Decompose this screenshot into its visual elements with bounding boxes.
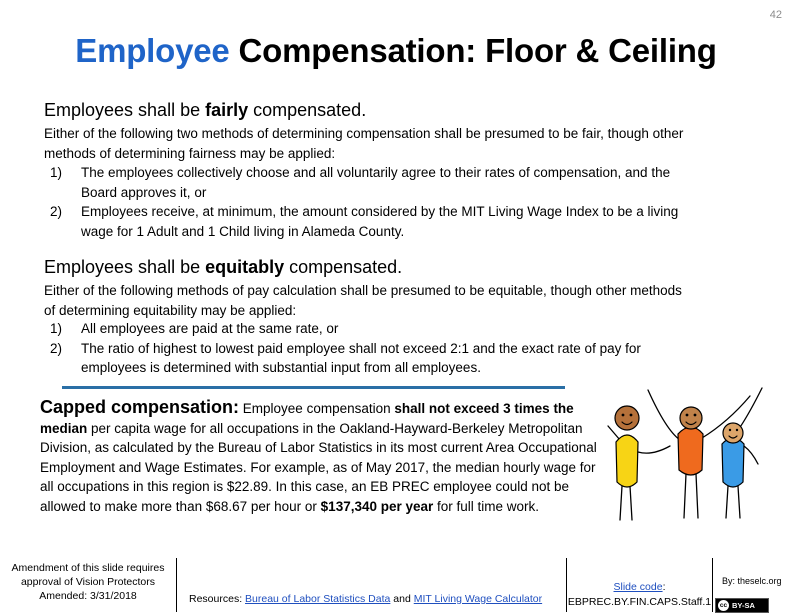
capped-bold-text: $137,340 per year <box>320 498 434 514</box>
person-right-head <box>723 423 743 443</box>
equitable-method-item <box>50 319 750 339</box>
person-left-body <box>616 435 638 487</box>
fair-method-list <box>50 163 750 241</box>
slide-code: EBPREC.BY.FIN.CAPS.Staff.1 <box>567 596 712 608</box>
resources-and: and <box>390 593 414 605</box>
list-item-line: The employees collectively choose and all voluntarily agree to their rates of compensation, and the <box>81 165 671 180</box>
fair-method-item <box>50 163 750 202</box>
capped-title: Capped compensation: <box>40 397 240 417</box>
slide-footer <box>0 554 792 612</box>
slide-code-block <box>567 580 712 610</box>
equitable-intro-line: of determining equitability may be applied: <box>44 302 297 318</box>
mit-living-wage-link[interactable]: MIT Living Wage Calculator <box>413 593 543 605</box>
resources-label: Resources: <box>189 593 246 605</box>
amendment-date: Amended: 3/31/2018 <box>39 590 137 602</box>
fair-intro-line: methods of determining fairness may be applied: <box>44 145 336 161</box>
equitable-intro <box>44 281 764 320</box>
equitable-heading <box>44 257 402 278</box>
amendment-line: approval of Vision Protectors <box>20 576 156 588</box>
list-item-line: The ratio of highest to lowest paid employee shall not exceed 2:1 and the exact rate of pay for <box>81 340 641 356</box>
list-item-line: Employees receive, at minimum, the amount considered by the MIT Living Wage Index to be a living <box>81 204 679 219</box>
section-divider <box>62 386 565 389</box>
person-leg <box>684 474 686 518</box>
equitable-heading-bold: equitably <box>205 257 285 277</box>
title-accent: Employee <box>75 32 230 69</box>
equitable-intro-line: Either of the following methods of pay calculation shall be presumed to be equitable, though other methods <box>44 283 682 298</box>
people-illustration <box>600 382 790 522</box>
list-item-line: employees is determined with substantial input from all employees. <box>81 360 481 375</box>
fair-method-item <box>50 202 750 241</box>
slide-title <box>0 32 792 70</box>
list-number: 2) <box>50 340 63 356</box>
capped-compensation-paragraph <box>40 398 600 517</box>
fair-intro <box>44 124 764 163</box>
equitable-method-item <box>50 339 750 378</box>
list-item-line: wage for 1 Adult and 1 Child living in Alameda County. <box>81 223 405 239</box>
person-left-head <box>615 406 639 430</box>
person-center-arm <box>648 390 680 440</box>
fair-heading-bold: fairly <box>205 100 249 120</box>
slide-number: 42 <box>769 9 782 21</box>
person-leg <box>630 486 632 520</box>
author-credit: By: theselc.org <box>722 576 782 586</box>
person-center-head <box>680 407 702 429</box>
equitable-method-list <box>50 319 750 378</box>
capped-text: for full time work. <box>433 498 540 514</box>
person-left-arm <box>608 426 620 440</box>
title-rest: Compensation: Floor & Ceiling <box>229 32 717 69</box>
fair-heading-pre: Employees shall be <box>44 100 206 120</box>
list-number: 1) <box>50 321 63 336</box>
resources-line <box>189 593 542 605</box>
person-right-body <box>722 438 744 487</box>
capped-text: Employee compensation <box>239 401 395 416</box>
amendment-note <box>0 561 176 603</box>
person-left-arm <box>638 446 670 453</box>
slide-code-link[interactable]: Slide code <box>613 581 663 593</box>
capped-text: per capita wage for all occupations in the Oakland-Hayward-Berkeley Metropolitan Division, as calculated by the Bureau of Labor Statistics in its most current Area Occupational Employment and Wage Estimates. For example, as of May 2017, the median hourly wage for all occupations in this region is $22.89. In this case, an EB PREC employee could not be allowed to make more than $68.67 per hour or <box>40 420 597 514</box>
bls-data-link[interactable]: Bureau of Labor Statistics Data <box>245 593 391 605</box>
list-item-line: Board approves it, or <box>81 184 207 200</box>
amendment-line: Amendment of this slide requires <box>11 562 165 574</box>
person-center-body <box>678 427 703 475</box>
list-item-line: All employees are paid at the same rate, or <box>81 321 339 336</box>
person-leg <box>620 486 622 520</box>
capped-bold-text: shall not exceed 3 times the median <box>40 401 574 436</box>
person-leg <box>696 474 698 518</box>
fair-intro-line: Either of the following two methods of determining compensation shall be presumed to be fair, though other <box>44 126 684 141</box>
equitable-heading-post: compensated. <box>284 257 403 277</box>
list-number: 2) <box>50 204 63 219</box>
person-right-arm <box>744 446 758 464</box>
person-leg <box>726 486 728 518</box>
equitable-heading-pre: Employees shall be <box>44 257 206 277</box>
slide-code-colon: : <box>662 581 666 593</box>
license-text: BY-SA <box>732 601 755 610</box>
person-leg <box>738 486 740 518</box>
fair-heading <box>44 100 366 121</box>
list-number: 1) <box>50 165 63 180</box>
license-badge[interactable] <box>715 598 769 613</box>
cc-icon: cc <box>719 602 728 609</box>
fair-heading-post: compensated. <box>248 100 367 120</box>
